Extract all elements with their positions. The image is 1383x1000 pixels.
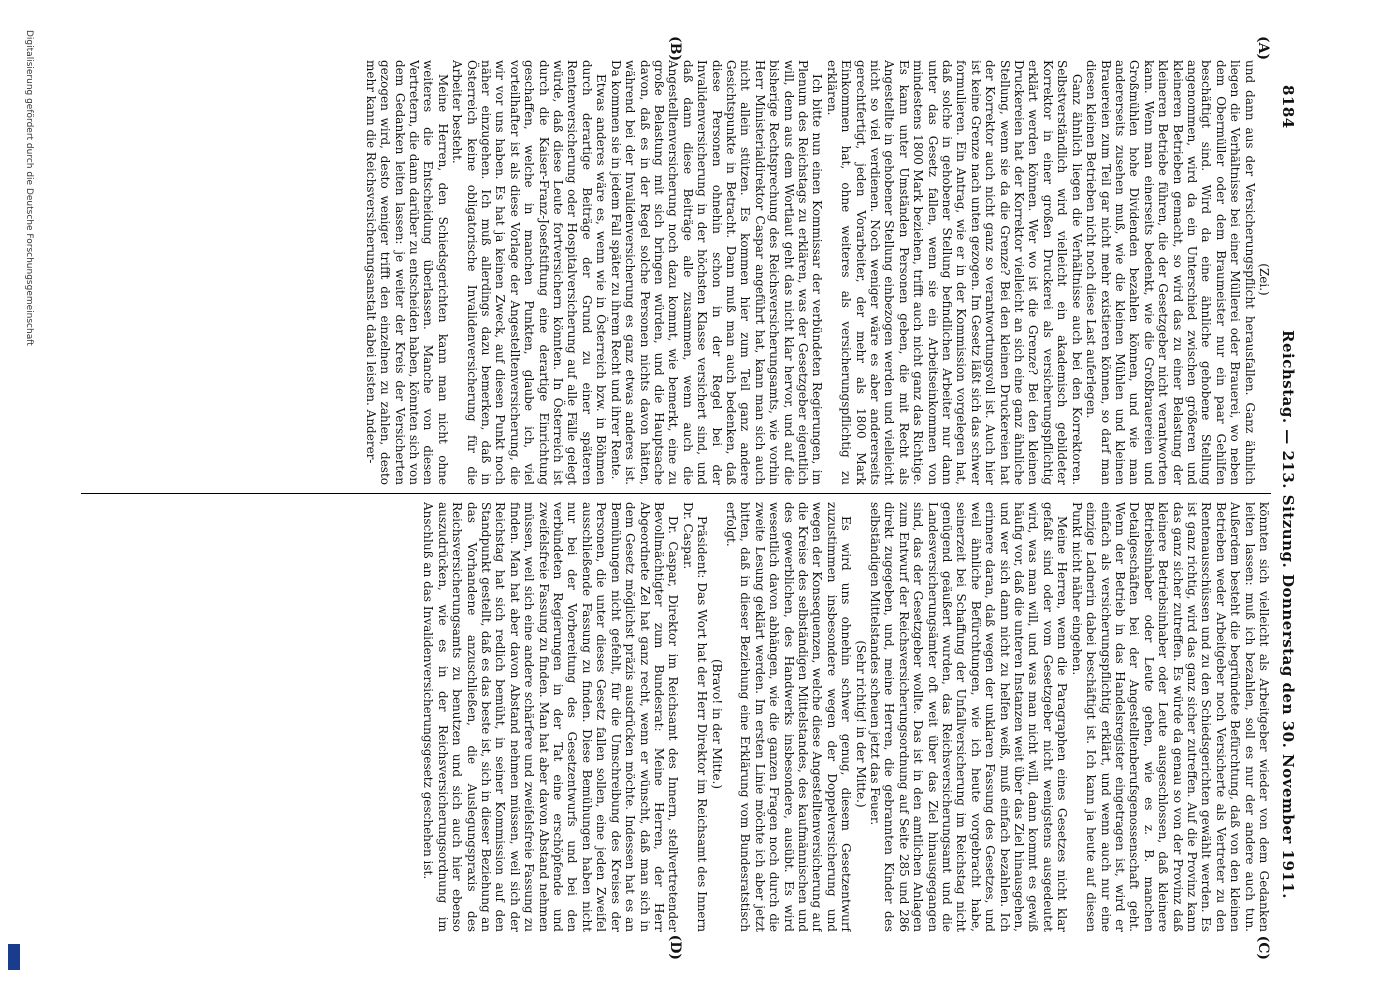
- paragraph: Ganz ähnlich liegen die Verhältnisse auch bei den Korrektoren. Selbstverständlich wird vielleicht ein akademisch gebildeter Korrektor in einer großen Druckerei als versicherungspflichtig erklärt werden können. Wer wo ist die Grenze? Bei den kleinen Druckereien hat der Korrektor vielleicht an sich eine ganz ähnliche Stellung, wenn sie da die Grenze? Bei den kleinen Druckereien hat der Korrektor auch nicht ganz so verantwortungsvoll ist. Auch hier ist keine Grenze nach unten gezogen. Im Gesetz läßt sich das schwer formulieren. Ein Antrag, wie er in der Kommission vorgelegen hat, daß solche in gehobener Stellung befindlichen Arbeiter nur dann unter das Gesetz fallen, wenn sie ein Arbeitseinkommen von mindestens 1800 Mark beziehen, trifft auch nicht ganz das Richtige. Es kann unter Umständen Personen geben, die mit Recht als Angestellte in gehobener Stellung einbezogen werden und vielleicht nicht so viel verdienen. Noch weniger wäre es aber andererseits gerechtfertigt, jeden Vorarbeiter, der mehr als 1800 Mark Einkommen hat, ohne weiteres als versicherungspflichtig zu erklären.: [824, 60, 1084, 485]
- margin-marker-a: (A): [1255, 36, 1271, 61]
- paragraph: Etwas anderes wäre es, wenn wie in Österreich bzw. in Böhmen durch derartige Beiträge der Grund zu einer späteren Rentenversicherung oder Hospitalversicherung auf alle Fälle gelegt würde, daß diese Leute fortversichern könnten. In Österreich ist durch die Kaiser-Franz-Josefstiftung eine derartige Einrichtung geschaffen, welche in manchen Punkten, glaube ich, viel vorteilhafter ist als diese Vorlage der Angestelltenversicherung, die wir vor uns haben. Es hat ja keinen Zweck, auf diesen Punkt noch näher einzugehen. Ich muß allerdings dazu bemerken, daß in Österreich keine obligatorische Invalidenversicherung für die Arbeiter besteht.: [450, 60, 609, 485]
- column-divider: [81, 493, 1271, 494]
- speaker-note: (Zei.): [1257, 263, 1271, 296]
- digitization-credit: Digitalisierung gefördert durch die Deutsche Forschungsgemeinschaft: [24, 30, 34, 346]
- margin-marker-c: (C): [1255, 935, 1271, 960]
- left-column: [81, 60, 1271, 485]
- page-header: [1275, 30, 1297, 950]
- paragraph: Dr. Caspar, Direktor im Reichsamt des Innern, stellvertretender Bevollmächtigter zum Bundesrat: Meine Herren, der Herr Abgeordnete Zel hat ganz recht, wenn er wünscht, daß man sich in dem Gesetz möglichst präzis ausdrücken möchte. Indessen hat es an Bemühungen nicht gefehlt, für die Umschreibung des Kreises der Personen, die unter dieses Gesetz fallen sollen, eine jeden Zweifel ausschließende Fassung zu finden. Diese Bemühungen haben nicht nur bei der Vorbereitung des Gesetzentwurfs und bei den verbündeten Regierungen in der Tat eine erschöpfende und zweifelsfreie Fassung zu finden. Man hat aber davon Abstand nehmen müssen, weil sich eine andere schärfere und zweifelsfreie Fassung zu finden. Man hat aber davon Abstand nehmen müssen, weil sich der Reichstag hat sich redlich bemüht, in seiner Kommission auf den Standpunkt gestellt, daß es das beste ist, sich in dieser Beziehung an das Vorhandene anzuschließen, die Auslegungspraxis des Reichsversicherungsamts zu benutzen und sich auch hier ebenso auszudrücken, wie es in der Reichsversicherungsordnung im Anschluß an das Invalidenversicherungsgesetz geschehen ist.: [421, 502, 681, 932]
- dfg-logo: [8, 944, 20, 970]
- margin-marker-b: (B): [667, 36, 683, 62]
- page-number: 8184: [1279, 85, 1297, 129]
- paragraph: Meine Herren, den Schiedsgerichten kann man nicht ohne weiteres die Entscheidung überlassen. Manche von diesen Vertretern, die dann darüber zu entscheiden haben, könnten sich von dem Gedanken leiten lassen: je weiter der Kreis der Versicherten gezogen wird, desto weniger trifft den einzelnen zu zahlen, desto mehr kann die Reichsversicherungsanstalt dabei leisten. Anderer-: [363, 60, 450, 485]
- margin-marker-d: (D): [667, 934, 683, 960]
- interjection: (Sehr richtig! in der Mitte.): [853, 640, 868, 808]
- paragraph: könnten sich vielleicht als Arbeitgeber wieder von dem Gedanken leiten lassen: muß ich bezahlen, soll es nur der andere auch tun. Außerdem besteht die begründete Befürchtung, daß von den kleinen Betrieben weder Arbeitgeber noch Versicherte als Vertreter zu den Rentenausschüssen und zu den Schiedsgerichten gewählt werden. Es ist ganz richtig, wird das ganz sicher zutreffen. Auf die Provinz kann das ganz sicher zutreffen. Es würde da genau so von der Provinz daß kleinere Betriebsinhaber oder Leute ausgeschlossen, daß kleinere Betriebsinhaber oder Leute gehen, wie es z. B. manchen Detailgeschäften bei der Angestelltenberufsgenossenschaft geht. Wenn der Betrieb in das Handelsregister eingetragen ist, wird er einfach als versicherungspflichtig erklärt, und wenn auch nur eine einzige Ladnerin dabei beschäftigt ist. Ich kann ja heute auf diesen Punkt nicht näher eingehen.: [1069, 502, 1271, 932]
- page-title: Reichstag. — 213. Sitzung. Donnerstag den 30. November 1911.: [1279, 330, 1297, 899]
- paragraph: Es wird uns ohnehin schwer genug, diesem Gesetzentwurf zuzustimmen insbesondere wegen der Doppelversicherung und wegen der Konsequenzen, welche diese Angestelltenversicherung auf die Kreise des selbständigen Mittelstandes, des kaufmännischen und des gewerblichen, des Handwerks insbesondere, ausübt. Es wird wesentlich davon abhängen, wie die ganzen Fragen noch durch die zweite Lesung geklärt werden. Im ersten Linie möchte ich aber jetzt bitten, daß in dieser Beziehung eine Erklärung vom Bundesratstisch erfolgt.: [723, 502, 854, 932]
- paragraph: Meine Herren, wenn die Paragraphen eines Gesetzes nicht klar gefaßt sind oder vom Gesetzgeber nicht wenigstens ausgedeutet wird, was man will, und was man nicht will, dann kommt es gewiß häufig vor, daß die unteren Instanzen weit über das Ziel hinausgehen, und wer sich dann nicht zu helfen weiß, muß einfach bezahlen. Ich erinnere daran, daß wegen der unklaren Fassung des Gesetzes, und weil ähnliche Befürchtungen, wie ich heute vorgebracht habe, seinerzeit bei Schaffung der Unfallversicherung im Reichstag nicht genügend geäußert wurden, das Reichsversicherungsamt und die Landesversicherungsämter oft weit über das Ziel hinausgegangen sind, das der Gesetzgeber wollte. Das ist in den amtlichen Anlagen zum Entwurf der Reichsversicherungsordnung auf Seite 285 und 286 direkt zugegeben, und, meine Herren, die gebrannten Kinder des selbständigen Mittelstandes scheuen jetzt das Feuer.: [868, 502, 1070, 932]
- interjection: (Bravo! in der Mitte.): [709, 658, 724, 790]
- right-column: [81, 502, 1271, 932]
- paragraph: und dann aus der Versicherungspflicht herausfallen. Ganz ähnlich liegen die Verhältnisse bei einer Müllerei oder Brauerei, wo neben dem Obermüller oder dem Braumeister nur ein paar Gehilfen beschäftigt sind. Wird da eine ähnliche gehobene Stellung angenommen, wird da ein Unterschied zwischen größeren und kleineren Betrieben gemacht, so wird das zu einer Belastung der kleineren Betriebe führen, die der Gesetzgeber nicht verantworten kann. Wenn man einerseits bedenkt, wie die Großbrauereien und Großmühlen hohe Dividenden bezahlen können, und wie man andererseits zusehen muß, wie die kleinen Mühlen und kleinen Brauereien zum Teil gar nicht mehr existieren können, so darf man diesen kleinen Betrieben nicht noch diese Last auferlegen.: [1084, 60, 1257, 485]
- paragraph: Ich bitte nun einen Kommissar der verbündeten Regierungen, im Plenum des Reichstags zu erklären, was der Gesetzgeber eigentlich will, denn aus dem Wortlaut geht das nicht klar hervor, und auf die bisherige Rechtsprechung des Reichsversicherungsamts, wie vorhin Herr Ministerialdirektor Caspar angeführt hat, kann man sich auch nicht allein stützen. Es kommen hier zum Teil ganz andere Gesichtspunkte in Betracht. Dann muß man auch bedenken, daß diese Personen ohnehin schon in der Regel bei der Invalidenversicherung in der höchsten Klasse versichert sind, und daß dann diese Beiträge alle zusammen, wenn auch die Angestelltenversicherung noch dazu kommt, wie bemerkt, eine zu große Belastung mit sich bringen würden, und die Hauptsache davon, daß es in der Regel solche Personen nichts davon hätten, während bei der Invalidenversicherung es ganz etwas anderes ist. Da kommen sie in jedem Fall später zu ihrem Recht und ihrer Rente.: [608, 60, 825, 485]
- paragraph: Präsident: Das Wort hat der Herr Direktor im Reichsamt des Innern Dr. Caspar.: [680, 502, 710, 932]
